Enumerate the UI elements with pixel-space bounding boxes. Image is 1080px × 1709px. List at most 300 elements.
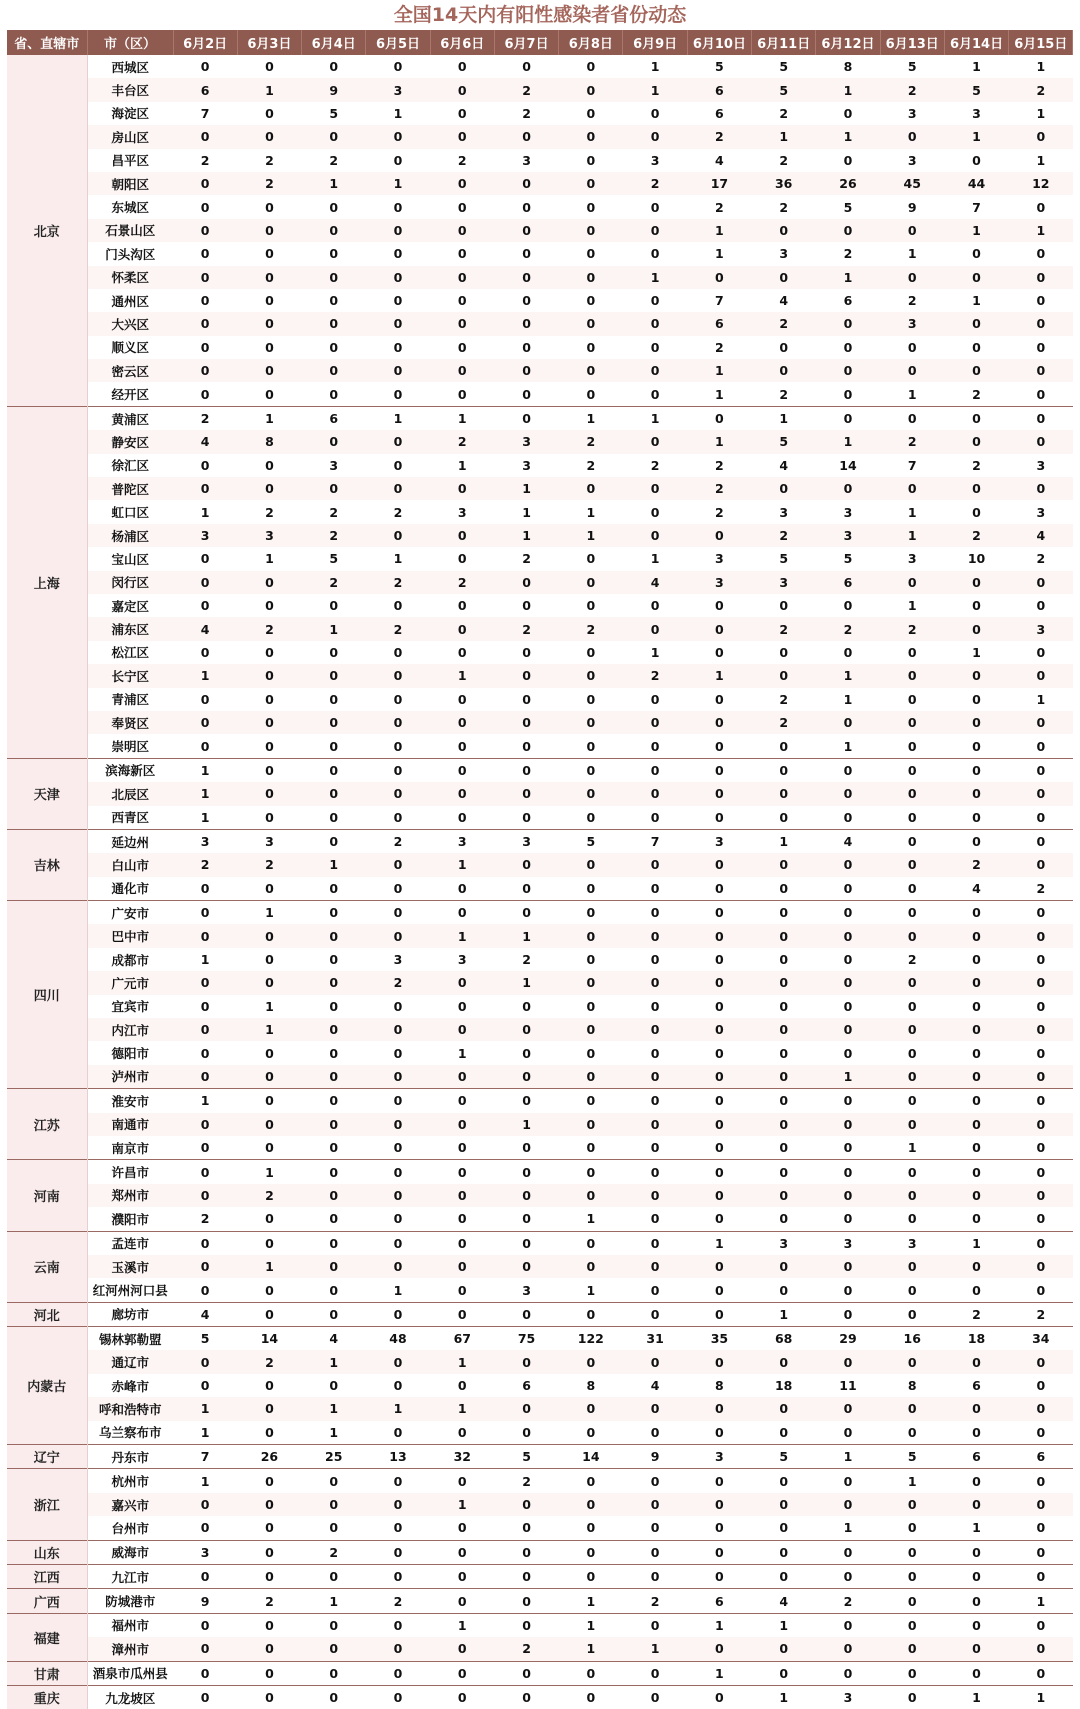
value-cell: 0 <box>430 971 494 994</box>
city-cell: 松江区 <box>111 645 149 661</box>
header-date: 6月8日 <box>559 30 623 55</box>
value-cell: 32 <box>430 1445 494 1469</box>
value-cell: 0 <box>430 1255 494 1278</box>
city-cell: 虹口区 <box>111 505 149 521</box>
city-cell: 乌兰察布市 <box>98 1425 162 1441</box>
value-cell: 0 <box>687 782 751 805</box>
value-cell: 0 <box>393 1378 403 1394</box>
value-cell: 2 <box>586 457 596 473</box>
value-cell: 0 <box>944 312 1008 335</box>
value-cell: 0 <box>752 1113 816 1136</box>
value-cell: 0 <box>393 1424 403 1440</box>
value-cell: 3 <box>843 504 853 520</box>
value-cell: 0 <box>329 1282 339 1298</box>
value-cell: 2 <box>907 952 917 968</box>
value-cell: 1 <box>430 853 494 876</box>
value-cell: 0 <box>265 1424 274 1440</box>
value-cell: 0 <box>752 1255 816 1278</box>
value-cell: 0 <box>302 1613 366 1637</box>
value-cell: 0 <box>880 571 944 594</box>
value-cell: 0 <box>687 971 751 994</box>
value-cell: 0 <box>1009 711 1073 734</box>
value-cell: 6 <box>944 1445 1008 1469</box>
value-cell: 0 <box>880 1065 944 1089</box>
value-cell: 3 <box>366 78 430 101</box>
value-cell: 0 <box>430 1302 494 1326</box>
value-cell: 0 <box>393 998 403 1014</box>
value-cell: 2 <box>779 105 789 121</box>
table-row <box>7 406 1073 430</box>
value-cell: 0 <box>623 1565 687 1589</box>
value-cell: 0 <box>173 1255 237 1278</box>
value-cell: 0 <box>457 809 467 825</box>
value-cell: 0 <box>366 524 430 547</box>
value-cell: 0 <box>715 809 724 825</box>
value-cell: 0 <box>715 952 724 968</box>
value-cell: 0 <box>687 1255 751 1278</box>
value-cell: 1 <box>237 1255 301 1278</box>
value-cell: 0 <box>173 1661 237 1685</box>
value-cell: 6 <box>173 78 237 101</box>
value-cell: 0 <box>559 1397 623 1420</box>
value-cell: 0 <box>880 711 944 734</box>
value-cell: 0 <box>586 246 596 262</box>
city-cell: 经开区 <box>111 387 149 403</box>
value-cell: 0 <box>1036 1140 1046 1156</box>
value-cell: 0 <box>457 1140 467 1156</box>
value-cell: 0 <box>752 664 816 687</box>
value-cell: 0 <box>944 1589 1008 1613</box>
value-cell: 0 <box>457 59 467 75</box>
table-row <box>7 924 1073 947</box>
value-cell: 0 <box>972 598 981 614</box>
table-row <box>7 829 1073 853</box>
value-cell: 0 <box>200 1140 210 1156</box>
value-cell: 0 <box>752 1089 816 1113</box>
value-cell: 0 <box>752 1637 816 1661</box>
value-cell: 44 <box>944 172 1008 195</box>
value-cell: 0 <box>200 1282 210 1298</box>
value-cell: 2 <box>779 152 789 168</box>
value-cell: 5 <box>329 551 339 567</box>
value-cell: 0 <box>302 312 366 335</box>
value-cell: 0 <box>944 430 1008 453</box>
city-cell: 呼和浩特市 <box>87 1397 173 1420</box>
value-cell: 0 <box>494 1493 558 1516</box>
value-cell: 0 <box>430 1589 494 1613</box>
value-cell: 0 <box>623 758 687 782</box>
value-cell: 0 <box>944 1397 1008 1420</box>
value-cell: 0 <box>1009 312 1073 335</box>
value-cell: 2 <box>752 617 816 640</box>
table-row <box>7 1302 1073 1326</box>
value-cell: 0 <box>816 853 880 876</box>
value-cell: 2 <box>200 152 210 168</box>
value-cell: 0 <box>173 172 237 195</box>
value-cell: 1 <box>494 477 558 500</box>
header-date: 6月10日 <box>687 30 751 55</box>
value-cell: 0 <box>944 1661 1008 1685</box>
table-row <box>7 617 1073 640</box>
value-cell: 0 <box>457 339 467 355</box>
value-cell: 0 <box>586 152 596 168</box>
value-cell: 0 <box>715 1520 724 1536</box>
province-cell: 吉林 <box>7 829 87 900</box>
table-row <box>7 1445 1073 1469</box>
city-cell: 西青区 <box>111 810 149 826</box>
value-cell: 7 <box>907 457 917 473</box>
value-cell: 0 <box>1009 1255 1073 1278</box>
value-cell: 0 <box>265 457 274 473</box>
value-cell: 0 <box>816 1493 880 1516</box>
province-cell: 北京 <box>7 55 87 406</box>
value-cell: 0 <box>329 691 339 707</box>
city-cell: 滨海新区 <box>87 758 173 782</box>
value-cell: 0 <box>623 524 687 547</box>
value-cell: 0 <box>559 477 623 500</box>
value-cell: 8 <box>907 1378 917 1394</box>
value-cell: 8 <box>237 430 301 453</box>
table-row <box>7 219 1073 242</box>
city-cell: 静安区 <box>87 430 173 453</box>
value-cell: 0 <box>265 1211 274 1227</box>
value-cell: 0 <box>366 1661 430 1685</box>
value-cell: 0 <box>457 644 467 660</box>
value-cell: 2 <box>302 1540 366 1564</box>
value-cell: 0 <box>650 1282 660 1298</box>
value-cell: 0 <box>843 880 853 896</box>
value-cell: 0 <box>329 293 339 309</box>
value-cell: 0 <box>237 312 301 335</box>
value-cell: 4 <box>1009 524 1073 547</box>
value-cell: 0 <box>880 359 944 382</box>
value-cell: 1 <box>687 359 751 382</box>
value-cell: 0 <box>972 1424 981 1440</box>
value-cell: 2 <box>779 386 789 402</box>
value-cell: 0 <box>972 152 981 168</box>
value-cell: 0 <box>907 880 917 896</box>
header-date: 6月14日 <box>944 30 1008 55</box>
value-cell: 2 <box>366 971 430 994</box>
value-cell: 7 <box>173 1445 237 1469</box>
value-cell: 31 <box>623 1327 687 1351</box>
value-cell: 0 <box>880 971 944 994</box>
value-cell: 4 <box>752 1589 816 1613</box>
value-cell: 0 <box>972 339 981 355</box>
value-cell: 0 <box>586 386 596 402</box>
city-cell: 怀柔区 <box>87 266 173 289</box>
value-cell: 0 <box>200 386 210 402</box>
value-cell: 0 <box>173 1160 237 1184</box>
value-cell: 0 <box>779 644 789 660</box>
city-cell: 红河州河口县 <box>92 1283 168 1298</box>
table-row <box>7 948 1073 971</box>
value-cell: 0 <box>880 853 944 876</box>
value-cell: 2 <box>265 152 274 168</box>
value-cell: 2 <box>237 617 301 640</box>
value-cell: 0 <box>494 901 558 925</box>
value-cell: 1 <box>237 1160 301 1184</box>
value-cell: 3 <box>816 524 880 547</box>
value-cell: 1 <box>200 952 210 968</box>
value-cell: 0 <box>366 1113 430 1136</box>
value-cell: 1 <box>650 644 660 660</box>
value-cell: 3 <box>173 829 237 853</box>
city-cell: 崇明区 <box>111 739 149 755</box>
value-cell: 1 <box>843 1520 853 1536</box>
value-cell: 0 <box>972 952 981 968</box>
value-cell: 0 <box>457 199 467 215</box>
value-cell: 0 <box>430 359 494 382</box>
value-cell: 2 <box>494 1469 558 1493</box>
value-cell: 18 <box>774 1378 793 1394</box>
value-cell: 0 <box>650 1424 660 1440</box>
value-cell: 0 <box>559 359 623 382</box>
value-cell: 0 <box>907 691 917 707</box>
value-cell: 0 <box>687 1065 751 1089</box>
value-cell: 0 <box>494 853 558 876</box>
city-cell: 徐汇区 <box>111 458 149 474</box>
city-cell: 浦东区 <box>87 617 173 640</box>
value-cell: 0 <box>687 901 751 925</box>
city-cell: 许昌市 <box>87 1160 173 1184</box>
value-cell: 0 <box>559 1065 623 1089</box>
value-cell: 0 <box>586 880 596 896</box>
table-row <box>7 1565 1073 1589</box>
value-cell: 18 <box>944 1327 1008 1351</box>
value-cell: 2 <box>494 617 558 640</box>
value-cell: 0 <box>1009 782 1073 805</box>
table-row <box>7 758 1073 782</box>
value-cell: 0 <box>752 1065 816 1089</box>
table-row <box>7 195 1073 218</box>
value-cell: 0 <box>494 1350 558 1373</box>
value-cell: 2 <box>972 386 981 402</box>
value-cell: 0 <box>715 998 724 1014</box>
value-cell: 0 <box>907 1520 917 1536</box>
value-cell: 0 <box>779 1045 789 1061</box>
city-cell: 泸州市 <box>87 1065 173 1089</box>
value-cell: 5 <box>329 105 339 121</box>
value-cell: 0 <box>944 782 1008 805</box>
value-cell: 0 <box>559 125 623 148</box>
value-cell: 0 <box>329 1211 339 1227</box>
value-cell: 2 <box>237 172 301 195</box>
value-cell: 0 <box>494 1018 558 1041</box>
value-cell: 0 <box>522 293 531 309</box>
value-cell: 0 <box>623 617 687 640</box>
value-cell: 0 <box>715 738 724 754</box>
table-row <box>7 1469 1073 1493</box>
value-cell: 0 <box>457 598 467 614</box>
value-cell: 0 <box>329 1378 339 1394</box>
value-cell: 0 <box>494 1661 558 1685</box>
value-cell: 0 <box>237 1613 301 1637</box>
value-cell: 3 <box>779 246 789 262</box>
city-cell: 成都市 <box>111 952 149 968</box>
value-cell: 0 <box>329 246 339 262</box>
value-cell: 0 <box>366 1231 430 1255</box>
value-cell: 0 <box>880 1493 944 1516</box>
header-date: 6月2日 <box>173 30 237 55</box>
header-date: 6月3日 <box>237 30 301 55</box>
value-cell: 0 <box>1009 1350 1073 1373</box>
value-cell: 0 <box>173 711 237 734</box>
city-cell: 防城港市 <box>87 1589 173 1613</box>
value-cell: 0 <box>816 1469 880 1493</box>
value-cell: 0 <box>816 1661 880 1685</box>
value-cell: 0 <box>457 386 467 402</box>
value-cell: 0 <box>944 664 1008 687</box>
value-cell: 0 <box>907 809 917 825</box>
value-cell: 1 <box>302 1350 366 1373</box>
header-row <box>7 30 1073 55</box>
value-cell: 0 <box>302 1637 366 1661</box>
header-date: 6月12日 <box>816 30 880 55</box>
value-cell: 0 <box>329 59 339 75</box>
value-cell: 2 <box>752 312 816 335</box>
value-cell: 1 <box>200 1424 210 1440</box>
value-cell: 25 <box>302 1445 366 1469</box>
value-cell: 0 <box>522 199 531 215</box>
value-cell: 0 <box>944 1018 1008 1041</box>
value-cell: 0 <box>393 1211 403 1227</box>
value-cell: 0 <box>752 266 816 289</box>
value-cell: 0 <box>1009 1613 1073 1637</box>
value-cell: 2 <box>944 853 1008 876</box>
value-cell: 1 <box>302 172 366 195</box>
value-cell: 0 <box>393 386 403 402</box>
value-cell: 0 <box>302 924 366 947</box>
value-cell: 0 <box>329 1520 339 1536</box>
value-cell: 0 <box>265 199 274 215</box>
value-cell: 4 <box>623 571 687 594</box>
value-cell: 3 <box>687 1445 751 1469</box>
value-cell: 0 <box>752 477 816 500</box>
value-cell: 3 <box>1009 617 1073 640</box>
city-cell: 酒泉市瓜州县 <box>87 1661 173 1685</box>
value-cell: 3 <box>752 571 816 594</box>
value-cell: 14 <box>559 1445 623 1469</box>
value-cell: 0 <box>559 78 623 101</box>
value-cell: 1 <box>329 1424 339 1440</box>
value-cell: 2 <box>457 152 467 168</box>
value-cell: 1 <box>907 504 917 520</box>
value-cell: 0 <box>173 125 237 148</box>
value-cell: 0 <box>329 1140 339 1156</box>
table-row <box>7 877 1073 901</box>
value-cell: 0 <box>200 457 210 473</box>
value-cell: 0 <box>457 1211 467 1227</box>
value-cell: 0 <box>880 829 944 853</box>
value-cell: 0 <box>944 1469 1008 1493</box>
table-row <box>7 571 1073 594</box>
value-cell: 0 <box>457 1282 467 1298</box>
value-cell: 0 <box>457 105 467 121</box>
value-cell: 3 <box>329 457 339 473</box>
city-cell: 闵行区 <box>87 571 173 594</box>
value-cell: 0 <box>173 1018 237 1041</box>
value-cell: 0 <box>650 386 660 402</box>
value-cell: 0 <box>586 551 596 567</box>
value-cell: 0 <box>522 1045 531 1061</box>
table-row <box>7 312 1073 335</box>
value-cell: 0 <box>559 1089 623 1113</box>
value-cell: 0 <box>687 1160 751 1184</box>
value-cell: 1 <box>559 406 623 430</box>
value-cell: 0 <box>265 598 274 614</box>
value-cell: 67 <box>430 1327 494 1351</box>
value-cell: 0 <box>816 1255 880 1278</box>
value-cell: 0 <box>302 971 366 994</box>
value-cell: 0 <box>1009 477 1073 500</box>
value-cell: 1 <box>457 1045 467 1061</box>
value-cell: 0 <box>944 266 1008 289</box>
value-cell: 0 <box>522 598 531 614</box>
value-cell: 3 <box>173 1540 237 1564</box>
value-cell: 2 <box>265 504 274 520</box>
value-cell: 0 <box>1009 758 1073 782</box>
value-cell: 3 <box>779 504 789 520</box>
value-cell: 0 <box>366 1065 430 1089</box>
value-cell: 0 <box>779 998 789 1014</box>
city-cell: 九龙坡区 <box>87 1685 173 1709</box>
value-cell: 0 <box>944 1540 1008 1564</box>
value-cell: 0 <box>494 1160 558 1184</box>
table-row <box>7 1613 1073 1637</box>
value-cell: 0 <box>880 1589 944 1613</box>
value-cell: 0 <box>393 880 403 896</box>
value-cell: 2 <box>430 430 494 453</box>
value-cell: 0 <box>1009 359 1073 382</box>
value-cell: 5 <box>843 199 853 215</box>
value-cell: 0 <box>200 880 210 896</box>
value-cell: 0 <box>752 901 816 925</box>
value-cell: 0 <box>522 1140 531 1156</box>
city-cell: 廊坊市 <box>87 1302 173 1326</box>
value-cell: 0 <box>329 952 339 968</box>
value-cell: 2 <box>687 125 751 148</box>
value-cell: 0 <box>880 266 944 289</box>
table-body <box>7 55 1073 1709</box>
value-cell: 0 <box>393 1520 403 1536</box>
value-cell: 3 <box>972 105 981 121</box>
value-cell: 0 <box>623 924 687 947</box>
value-cell: 0 <box>816 901 880 925</box>
value-cell: 0 <box>1009 1089 1073 1113</box>
value-cell: 0 <box>559 1018 623 1041</box>
value-cell: 0 <box>200 1378 210 1394</box>
value-cell: 0 <box>302 1113 366 1136</box>
chart-title: 全国14天内有阳性感染者省份动态 <box>393 4 687 26</box>
value-cell: 0 <box>880 1255 944 1278</box>
value-cell: 0 <box>265 1378 274 1394</box>
city-cell: 漳州市 <box>87 1637 173 1661</box>
value-cell: 14 <box>839 457 857 473</box>
value-cell: 5 <box>752 78 816 101</box>
value-cell: 0 <box>843 105 853 121</box>
value-cell: 0 <box>715 880 724 896</box>
value-cell: 0 <box>302 1160 366 1184</box>
value-cell: 1 <box>302 1397 366 1420</box>
header-date: 6月5日 <box>366 30 430 55</box>
value-cell: 1 <box>393 105 403 121</box>
value-cell: 0 <box>687 1493 751 1516</box>
value-cell: 0 <box>559 312 623 335</box>
value-cell: 0 <box>559 1685 623 1709</box>
value-cell: 0 <box>907 1211 917 1227</box>
value-cell: 0 <box>494 359 558 382</box>
